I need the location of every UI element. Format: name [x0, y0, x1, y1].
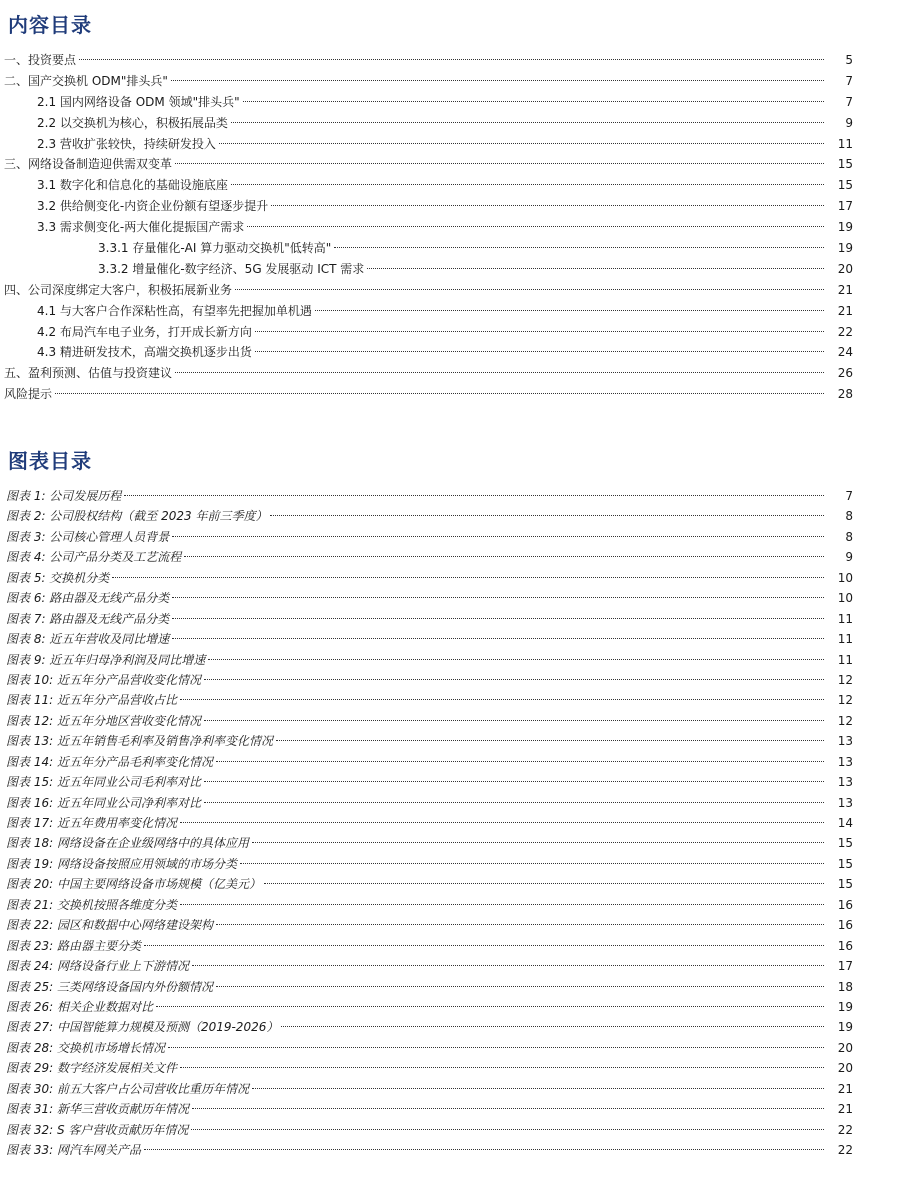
figure-list: [0, 486, 913, 1160]
figure-entry[interactable]: [0, 1099, 913, 1119]
figure-entry-page-number: 18: [837, 979, 853, 994]
dot-leader: [172, 535, 824, 537]
dot-leader: [191, 1128, 824, 1130]
dot-leader: [240, 862, 824, 864]
dot-leader: [204, 801, 824, 803]
figure-entry-page-number: 12: [837, 672, 853, 687]
figure-entry-label: 图表 23: 路由器主要分类: [6, 938, 141, 953]
dot-leader: [216, 760, 824, 762]
figure-entry-label: 图表 13: 近五年销售毛利率及销售净利率变化情况: [6, 734, 273, 749]
figure-entry-label: 图表 11: 近五年分产品营收占比: [6, 693, 177, 708]
toc-entry-page-number: 24: [837, 345, 853, 360]
figure-entry-page-number: 13: [837, 754, 853, 769]
figure-entry-label: 图表 12: 近五年分地区营收变化情况: [6, 713, 201, 728]
figure-entry-label: 图表 8: 近五年营收及同比增速: [6, 632, 170, 647]
figure-entry-label: 图表 25: 三类网络设备国内外份额情况: [6, 979, 213, 994]
toc-entry-label: 风险提示: [4, 387, 53, 402]
dot-leader: [255, 350, 824, 352]
figure-entry-label: 图表 33: 网汽车网关产品: [6, 1143, 141, 1157]
figure-entry[interactable]: [0, 1038, 913, 1058]
figure-entry-page-number: 22: [837, 1122, 853, 1137]
dot-leader: [208, 658, 824, 660]
toc-entry[interactable]: [0, 259, 913, 280]
toc-entry-label: 五、盈利预测、估值与投资建议: [4, 366, 173, 381]
dot-leader: [124, 494, 824, 496]
toc-entry-page-number: 22: [837, 324, 853, 339]
dot-leader: [252, 1087, 824, 1089]
toc-entry-label: 3.3.2 增量催化-数字经济、5G 发展驱动 ICT 需求: [98, 261, 365, 276]
toc-entry[interactable]: [0, 71, 913, 92]
dot-leader: [247, 225, 824, 227]
toc-entry-page-number: 20: [837, 261, 853, 276]
figure-entry-label: 图表 6: 路由器及无线产品分类: [6, 591, 170, 606]
toc-entry-page-number: 28: [837, 387, 853, 402]
figure-entry-page-number: 8: [845, 529, 853, 544]
toc-entry-page-number: 17: [837, 199, 853, 214]
toc-entry[interactable]: [0, 175, 913, 196]
toc-entry-page-number: 21: [837, 282, 853, 297]
figure-entry-label: 图表 22: 园区和数据中心网络建设架构: [6, 918, 213, 933]
figure-entry[interactable]: [0, 997, 913, 1017]
toc-entry-page-number: 5: [845, 53, 853, 67]
toc-entry[interactable]: [0, 92, 913, 113]
dot-leader: [252, 841, 824, 843]
dot-leader: [231, 183, 824, 185]
figure-list-title: 图表目录: [8, 449, 92, 473]
toc-entry-label: 2.1 国内网络设备 ODM 领域"排头兵": [37, 94, 240, 109]
figure-entry-label: 图表 28: 交换机市场增长情况: [6, 1040, 165, 1055]
figure-entry-page-number: 11: [837, 632, 853, 647]
figure-entry[interactable]: [0, 731, 913, 751]
figure-entry-page-number: 20: [837, 1061, 853, 1076]
toc-entry-page-number: 19: [837, 241, 853, 256]
dot-leader: [243, 100, 824, 102]
figure-entry[interactable]: [0, 915, 913, 935]
figure-entry-label: 图表 32: S 客户营收贡献历年情况: [6, 1122, 189, 1137]
dot-leader: [180, 1066, 824, 1068]
toc-list: [0, 50, 913, 405]
figure-entry-page-number: 16: [837, 918, 853, 933]
figure-entry[interactable]: [0, 833, 913, 853]
figure-entry-label: 图表 31: 新华三营收贡献历年情况: [6, 1102, 189, 1117]
dot-leader: [204, 678, 824, 680]
dot-leader: [184, 555, 824, 557]
toc-entry[interactable]: [0, 196, 913, 217]
toc-entry-label: 3.1 数字化和信息化的基础设施底座: [37, 178, 228, 193]
toc-entry[interactable]: [0, 134, 913, 155]
figure-entry-page-number: 17: [837, 959, 853, 974]
figure-entry-page-number: 11: [837, 652, 853, 667]
toc-entry[interactable]: [0, 301, 913, 322]
figure-entry-label: 图表 2: 公司股权结构（截至 2023 年前三季度）: [6, 509, 268, 524]
toc-entry-page-number: 7: [845, 94, 853, 109]
dot-leader: [171, 79, 824, 81]
figure-entry-page-number: 11: [837, 611, 853, 626]
figure-entry-label: 图表 3: 公司核心管理人员背景: [6, 529, 170, 544]
dot-leader: [180, 903, 824, 905]
dot-leader: [172, 596, 824, 598]
figure-entry[interactable]: [0, 752, 913, 772]
toc-entry[interactable]: [0, 113, 913, 134]
figure-entry[interactable]: [0, 690, 913, 710]
figure-entry[interactable]: [0, 874, 913, 894]
figure-entry[interactable]: [0, 854, 913, 874]
figure-entry[interactable]: [0, 568, 913, 588]
dot-leader: [172, 637, 824, 639]
toc-entry-label: 三、网络设备制造迎供需双变革: [4, 157, 173, 172]
toc-entry-page-number: 9: [845, 115, 853, 130]
dot-leader: [144, 1148, 824, 1150]
toc-entry[interactable]: [0, 363, 913, 384]
toc-entry[interactable]: [0, 322, 913, 343]
toc-entry-page-number: 21: [837, 303, 853, 318]
figure-entry-page-number: 22: [837, 1143, 853, 1157]
figure-entry[interactable]: [0, 629, 913, 649]
toc-entry[interactable]: [0, 342, 913, 363]
figure-entry-page-number: 15: [837, 877, 853, 892]
figure-entry[interactable]: [0, 813, 913, 833]
figure-entry-label: 图表 18: 网络设备在企业级网络中的具体应用: [6, 836, 249, 851]
figure-entry-page-number: 20: [837, 1040, 853, 1055]
figure-entry[interactable]: [0, 956, 913, 976]
figure-entry[interactable]: [0, 1058, 913, 1078]
dot-leader: [204, 780, 824, 782]
toc-entry[interactable]: [0, 280, 913, 301]
figure-entry-page-number: 7: [845, 489, 853, 503]
toc-entry-page-number: 19: [837, 220, 853, 235]
figure-entry-label: 图表 27: 中国智能算力规模及预测（2019-2026）: [6, 1020, 279, 1035]
figure-entry-page-number: 12: [837, 713, 853, 728]
dot-leader: [180, 698, 824, 700]
dot-leader: [175, 371, 824, 373]
figure-entry[interactable]: [0, 609, 913, 629]
dot-leader: [231, 121, 824, 123]
figure-entry-label: 图表 17: 近五年费用率变化情况: [6, 816, 177, 830]
dot-leader: [235, 288, 824, 290]
toc-entry-page-number: 11: [837, 136, 853, 151]
figure-entry-label: 图表 7: 路由器及无线产品分类: [6, 611, 170, 626]
toc-entry-label: 3.2 供给侧变化-内资企业份额有望逐步提升: [37, 199, 269, 214]
figure-entry-label: 图表 24: 网络设备行业上下游情况: [6, 959, 189, 974]
toc-entry-page-number: 7: [845, 73, 853, 88]
toc-entry-label: 四、公司深度绑定大客户，积极拓展新业务: [4, 282, 233, 297]
figure-entry-page-number: 9: [845, 550, 853, 565]
dot-leader: [175, 162, 824, 164]
toc-entry-page-number: 15: [837, 178, 853, 193]
figure-entry[interactable]: [0, 1017, 913, 1037]
figure-entry-page-number: 16: [837, 938, 853, 953]
figure-entry[interactable]: [0, 670, 913, 690]
figure-entry-label: 图表 14: 近五年分产品毛利率变化情况: [6, 754, 213, 769]
dot-leader: [79, 58, 824, 60]
figure-entry-page-number: 13: [837, 775, 853, 790]
toc-entry-label: 3.3 需求侧变化-两大催化提振国产需求: [37, 220, 245, 235]
dot-leader: [315, 309, 824, 311]
figure-entry[interactable]: [0, 527, 913, 547]
figure-entry-label: 图表 19: 网络设备按照应用领域的市场分类: [6, 856, 237, 871]
toc-entry-page-number: 26: [837, 366, 853, 381]
figure-entry-label: 图表 4: 公司产品分类及工艺流程: [6, 550, 182, 565]
toc-entry-label: 2.2 以交换机为核心，积极拓展品类: [37, 115, 228, 130]
dot-leader: [271, 204, 824, 206]
figure-entry-page-number: 14: [837, 816, 853, 830]
toc-entry[interactable]: [0, 154, 913, 175]
figure-entry-page-number: 15: [837, 856, 853, 871]
figure-entry-page-number: 19: [837, 1020, 853, 1035]
figure-entry[interactable]: [0, 936, 913, 956]
figure-entry-page-number: 19: [837, 999, 853, 1014]
figure-entry-label: 图表 15: 近五年同业公司毛利率对比: [6, 775, 201, 790]
figure-entry-page-number: 21: [837, 1102, 853, 1117]
figure-entry-page-number: 21: [837, 1081, 853, 1096]
dot-leader: [255, 330, 824, 332]
toc-entry[interactable]: [0, 217, 913, 238]
dot-leader: [216, 923, 824, 925]
dot-leader: [281, 1025, 824, 1027]
figure-entry[interactable]: [0, 1140, 913, 1160]
figure-entry-label: 图表 9: 近五年归母净利润及同比增速: [6, 652, 206, 667]
dot-leader: [276, 739, 824, 741]
dot-leader: [367, 267, 824, 269]
dot-leader: [334, 246, 824, 248]
toc-entry-label: 二、国产交换机 ODM"排头兵": [4, 73, 168, 88]
figure-entry-label: 图表 30: 前五大客户占公司营收比重历年情况: [6, 1081, 249, 1096]
figure-entry[interactable]: [0, 486, 913, 506]
toc-entry-label: 2.3 营收扩张较快，持续研发投入: [37, 136, 216, 151]
figure-entry-page-number: 13: [837, 734, 853, 749]
figure-entry-label: 图表 16: 近五年同业公司净利率对比: [6, 795, 201, 810]
figure-entry-label: 图表 29: 数字经济发展相关文件: [6, 1061, 177, 1076]
dot-leader: [216, 985, 824, 987]
figure-entry-page-number: 15: [837, 836, 853, 851]
figure-entry-page-number: 12: [837, 693, 853, 708]
toc-entry[interactable]: [0, 384, 913, 405]
toc-entry-label: 4.2 布局汽车电子业务，打开成长新方向: [37, 324, 252, 339]
figure-entry-page-number: 10: [837, 591, 853, 606]
figure-entry-page-number: 10: [837, 570, 853, 585]
toc-entry[interactable]: [0, 238, 913, 259]
dot-leader: [192, 964, 824, 966]
toc-entry[interactable]: [0, 50, 913, 71]
dot-leader: [168, 1046, 824, 1048]
figure-entry-page-number: 16: [837, 897, 853, 912]
dot-leader: [270, 514, 824, 516]
toc-entry-label: 一、投资要点: [4, 53, 77, 67]
dot-leader: [219, 142, 824, 144]
dot-leader: [264, 882, 824, 884]
figure-entry[interactable]: [0, 772, 913, 792]
toc-entry-label: 4.3 精进研发技术，高端交换机逐步出货: [37, 345, 252, 360]
dot-leader: [192, 1107, 824, 1109]
figure-entry-page-number: 8: [845, 509, 853, 524]
figure-entry[interactable]: [0, 1079, 913, 1099]
figure-entry[interactable]: [0, 895, 913, 915]
figure-entry[interactable]: [0, 1120, 913, 1140]
dot-leader: [55, 392, 824, 394]
figure-entry[interactable]: [0, 547, 913, 567]
figure-entry[interactable]: [0, 977, 913, 997]
figure-entry[interactable]: [0, 650, 913, 670]
dot-leader: [172, 617, 824, 619]
figure-entry[interactable]: [0, 711, 913, 731]
dot-leader: [144, 944, 824, 946]
figure-entry[interactable]: [0, 588, 913, 608]
figure-entry-label: 图表 10: 近五年分产品营收变化情况: [6, 672, 201, 687]
toc-entry-page-number: 15: [837, 157, 853, 172]
toc-entry-label: 4.1 与大客户合作深粘性高，有望率先把握加单机遇: [37, 303, 312, 318]
figure-entry-label: 图表 26: 相关企业数据对比: [6, 999, 153, 1014]
figure-entry-label: 图表 5: 交换机分类: [6, 570, 110, 585]
figure-entry-label: 图表 21: 交换机按照各维度分类: [6, 897, 177, 912]
dot-leader: [156, 1005, 824, 1007]
toc-title: 内容目录: [8, 13, 92, 37]
figure-entry-label: 图表 20: 中国主要网络设备市场规模（亿美元）: [6, 877, 261, 892]
figure-entry[interactable]: [0, 793, 913, 813]
dot-leader: [112, 576, 824, 578]
figure-entry-page-number: 13: [837, 795, 853, 810]
figure-entry[interactable]: [0, 506, 913, 526]
figure-entry-label: 图表 1: 公司发展历程: [6, 489, 122, 503]
toc-entry-label: 3.3.1 存量催化-AI 算力驱动交换机"低转高": [98, 241, 332, 256]
dot-leader: [204, 719, 824, 721]
dot-leader: [180, 821, 824, 823]
